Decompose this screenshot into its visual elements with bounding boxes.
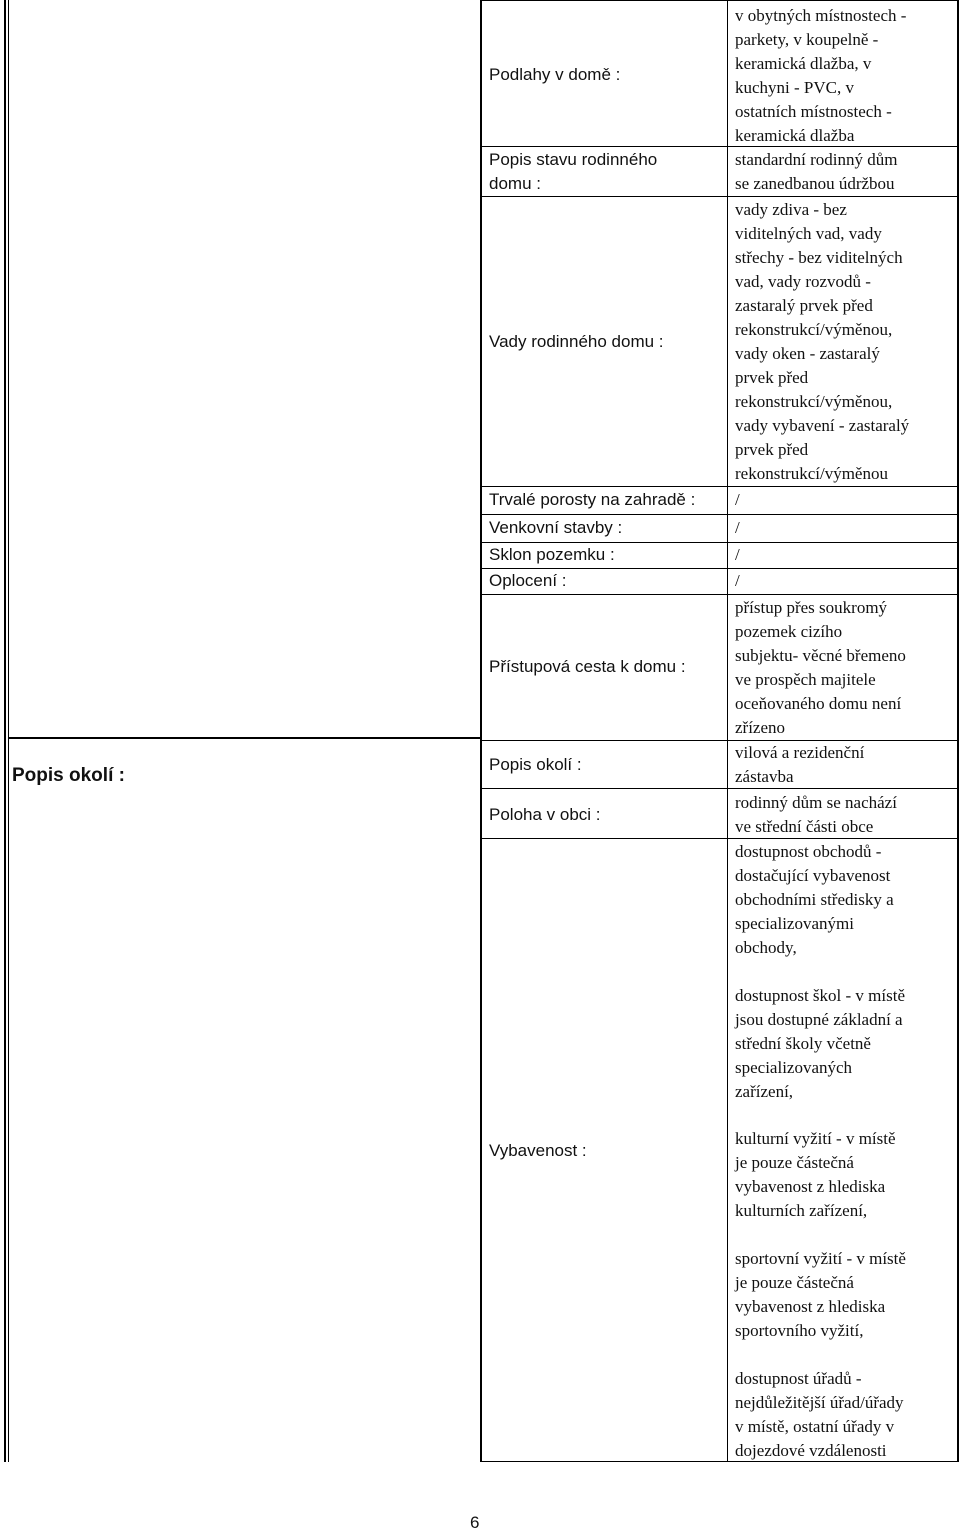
row-label-floors: Podlahy v domě : <box>489 65 621 84</box>
row-label-outbuildings: Venkovní stavby : <box>489 518 623 537</box>
top-border <box>482 0 959 1</box>
row-label-surroundings: Popis okolí : <box>489 755 582 774</box>
row-divider <box>482 196 959 197</box>
row-divider <box>482 740 959 741</box>
row-value-house-defects: vady zdiva - bez viditelných vad, vady střechy - bez viditelných vad, vady rozvodů - zastaralý prvek před rekonstrukcí/výměnou, vady oken - zastaralý prvek před rekonstrukcí/výměnou, vady vybavení - zastaralý prvek před rekonstrukcí/výměnou <box>735 200 910 483</box>
section-divider <box>480 0 482 1462</box>
row-label-location: Poloha v obci : <box>489 805 601 824</box>
row-label-fencing: Oplocení : <box>489 571 567 590</box>
section-label: Popis okolí : <box>12 765 125 786</box>
row-value-location: rodinný dům se nachází ve střední části obce <box>735 793 897 836</box>
row-label-amenities: Vybavenost : <box>489 1141 587 1160</box>
row-value-garden-vegetation: / <box>735 490 740 509</box>
amenities-sports: sportovní vyžití - v místě je pouze částečná vybavenost z hlediska sportovního vyžití, <box>735 1249 906 1340</box>
value-column-divider <box>727 0 728 1462</box>
row-divider <box>482 514 959 515</box>
row-value-land-slope: / <box>735 545 740 564</box>
row-value-house-condition: standardní rodinný dům se zanedbanou údržbou <box>735 150 898 193</box>
section-top-border <box>8 737 482 739</box>
amenities-shops: dostupnost obchodů - dostačující vybavenost obchodními středisky a specializovanými obchody, <box>735 842 894 957</box>
row-label-access-road: Přístupová cesta k domu : <box>489 657 686 676</box>
row-divider <box>482 486 959 487</box>
row-divider <box>482 788 959 789</box>
row-label-garden-vegetation: Trvalé porosty na zahradě : <box>489 490 696 509</box>
row-label-house-condition: Popis stavu rodinného domu : <box>489 150 658 193</box>
amenities-schools: dostupnost škol - v místě jsou dostupné základní a střední školy včetně specializovaných zařízení, <box>735 986 906 1101</box>
row-value-surroundings: vilová a rezidenční zástavba <box>735 743 865 786</box>
row-value-fencing: / <box>735 571 740 590</box>
amenities-culture: kulturní vyžití - v místě je pouze částečná vybavenost z hlediska kulturních zařízení, <box>735 1129 896 1220</box>
outer-left-border <box>4 0 6 1462</box>
outer-left-border-inner <box>8 0 9 1462</box>
row-divider <box>482 594 959 595</box>
row-value-outbuildings: / <box>735 518 740 537</box>
row-value-floors: v obytných místnostech - parkety, v koupelně - keramická dlažba, v kuchyni - PVC, v ostatních místnostech - keramická dlažba <box>735 6 907 145</box>
row-label-house-defects: Vady rodinného domu : <box>489 332 664 351</box>
row-value-access-road: přístup přes soukromý pozemek cizího subjektu- věcné břemeno ve prospěch majitele oceňovaného domu není zřízeno <box>735 598 906 737</box>
page-number: 6 <box>470 1513 480 1532</box>
row-label-land-slope: Sklon pozemku : <box>489 545 615 564</box>
amenities-offices: dostupnost úřadů - nejdůležitější úřad/úřady v místě, ostatní úřady v dojezdové vzdálenosti <box>735 1369 904 1460</box>
right-border <box>957 0 959 1462</box>
